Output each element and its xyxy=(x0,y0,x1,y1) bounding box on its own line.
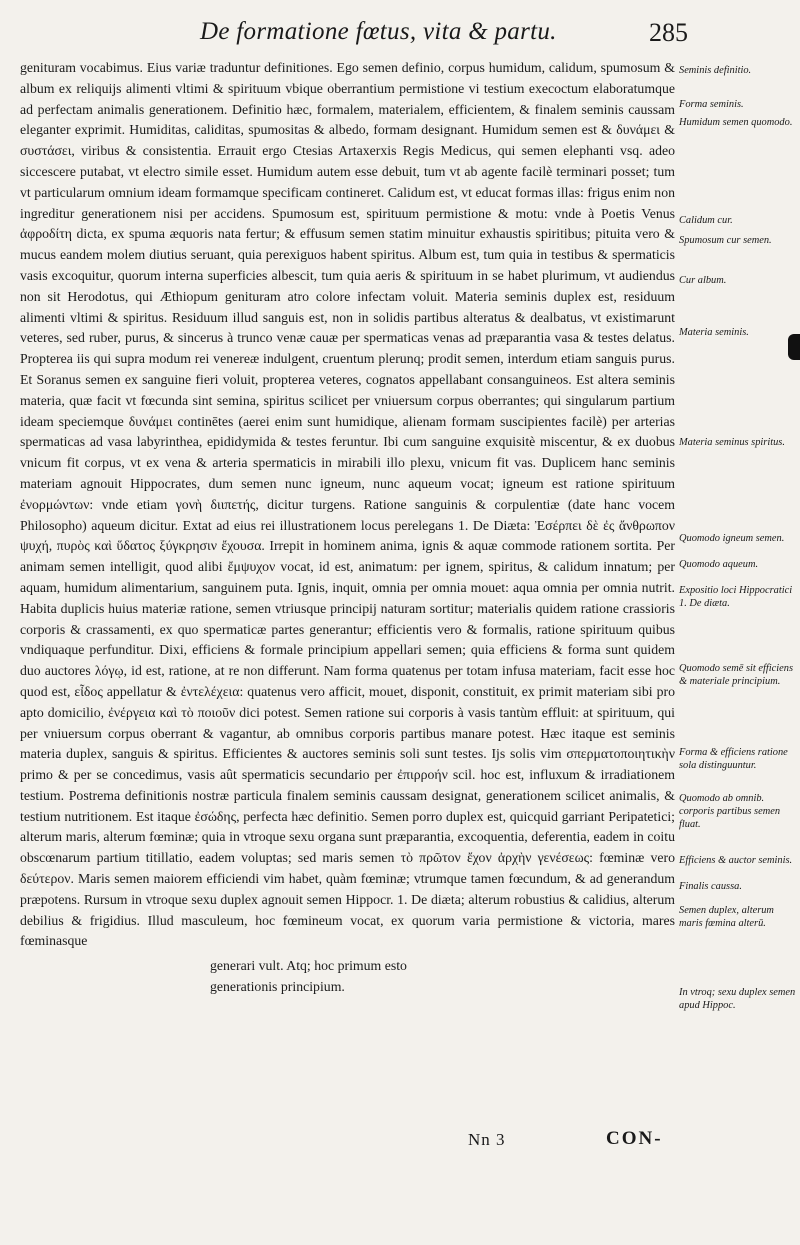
page-number: 285 xyxy=(649,18,688,47)
main-text xyxy=(20,58,675,998)
margin-note: Quomodo igneum semen. xyxy=(679,533,785,544)
margin-note: Quomodo ab omnib. corporis partibus semen fluat. xyxy=(679,793,781,830)
margin-note: Materia seminus spiritus. xyxy=(679,437,785,448)
binding-hole xyxy=(788,334,800,360)
closing-lines: generari vult. Atq; hoc primum esto generationis principium. xyxy=(210,958,407,995)
margin-note: Seminis definitio. xyxy=(679,65,752,76)
margin-note: Efficiens & auctor seminis. xyxy=(679,855,793,866)
running-head: De formatione fœtus, vita & partu. xyxy=(200,18,557,45)
margin-note: Forma seminis. xyxy=(679,99,744,110)
margin-note: Humidum semen quomodo. xyxy=(679,117,793,128)
page-header xyxy=(200,18,688,52)
margin-note: Spumosum cur semen. xyxy=(679,235,772,246)
margin-note: Forma & efficiens ratione sola distinguuntur. xyxy=(679,747,788,771)
body-paragraph: genituram vocabimus. Eius variæ traduntur definitiones. Ego semen definio, corpus humidum, calidum, spumosum & album ex reliquijs alimenti vltimi & spirituum vbique oberrantium permistione vi testium execoctum elaboratumque ad perfectam animalis generationem. Definitio hæc, formalem, materialem, efficientem, & finalem seminis caussam eleganter exprimit. Humiditas, caliditas, spumositas & albedo, formam designant. Humidum semen est & δυνάμει & συστάσει, viribus & consistentia. Errauit ergo Ctesias Artaxerxis Regis Medicus, qui semen elephanti vsq. adeo siccescere putabat, vt electro simile esset. Humidum autem esse debuit, tum vt ab agente facilè terminari posset; tum vt particularum omnium ideam formamque specificam contineret. Calidum est, vt educat formas illas: frigus enim non ingreditur generationem nisi per accidens. Spumosum est, spirituum permistione & motu: vnde à Poetis Venus ἀφροδίτη dicta, ex spuma æquoris nata fertur; & effusum semen statim minuitur exhaustis spiritibus; pituita vero & mucus eandem molem diutius seruant, quia perexiguos habent spiritus. Album est, tum quia in testibus & spermaticis vasis excoquitur, quorum interna superficies albescit, tum quia aeris & spirituum in se habet plurimum, vt audiendus non sit Herodotus, qui Æthiopum genituram atro colore infectam voluit. Materia seminis duplex est, residuum alimenti vltimi & spiritus. Residuum illud sanguis est, non in solidis partibus alteratus & dealbatus, vt existimarunt veteres, sed ruber, purus, & sincerus à trunco venæ cauæ per spermaticas venas ad præparantia vasa & testes delatus. Propterea iis qui supra modum rei venereæ indulgent, cruentum plerunq; prodit semen, interdum etiam sanguis purus. Et Soranus semen ex sanguine fieri voluit, propterea veteres, cognatos appellabant consanguineos. Est altera seminis materia, quæ facit vt fœcunda sint semina, spiritus scilicet per vniuersum corpus oberrantes; qui singularum partium ideam speciemque δυνάμει continētes (aerei enim sunt humidique, alienam formam suscipientes facilè) per arterias spermaticas ad vasa labyrinthea, epididymida & testes feruntur. Ibi cum sanguine exquisitè miscentur, & ex duobus vnicum fit corpus, vt ex vena & arteria spermaticis in mirabili illo plexu, vnicum fit vas. Duplicem hanc seminis materiam agnouit Hippocrates, dum semen nunc igneum, nunc aqueum vocat; igneum est ratione spirituum ἐνορμώντων: vnde etiam γονὴ διιπετής, dicitur turgens. Ratione sanguinis & corpulentiæ (date hanc vocem Philosopho) aqueum dicitur. Extat ad eius rei illustrationem locus perelegans 1. De Diæta: Ἐσέρπει δὲ ἐς ἄνθρωπον ψυχή, πυρὸς καὶ ὕδατος ξύγκρησιν ἔχουσα. Irrepit in hominem anima, ignis & aquæ commode rationem sortita. Per animam semen intelligit, quod alibi ἔμψυχον vocat, id est, animatum: per ignem, spiritus, & calidum innatum; per aquam, humidum alimentarium, sanguinem puta. Ignis, inquit, omnia per omnia mouet: aqua omnia per omnia nutrit. Habita duplicis huius materiæ ratione, semen vtriusque principij naturam sortitur; materialis quidem ratione crassioris corporis & crassamenti, ex quo spermaticæ partes generantur; efficientis vero & formalis, ratione spirituum quibus vndiquaque perfunditur. Dixi, efficiens & formale principium appellari semen; quia efficiens & forma sunt quidem duo auctores λόγῳ, id est, ratione, at re non differunt. Nam forma quatenus per totam infusa materiam, facit esse hoc quod est, εἶδος appellatur & ἐντελέχεια: quatenus vero afficit, mouet, disponit, constituit, ex primit materiam sibi pro apto domicilio, ἐνέργεια καὶ τὸ ποιοῦν dici potest. Semen ratione sui corporis à vasis tantùm effluit: at spirituum, qui per vniuersum corpus oberrant & vagantur, ab omnibus corporis partibus manare potest. Hæc itaque est seminis materia duplex, sanguis & spiritus. Efficientes & auctores seminis soli sunt testes. Ijs solis vim σπερματοποιητικὴν primo & per se concedimus, vasis aût spermaticis secundario per ἐπιρροήν scil. hoc est, influxum & irradiationem testium. Postrema definitionis nostræ particula finalem seminis caussam designat, generationem scilicet animalis, & testium nutritionem. Est itaque ἐσώδης, perfecta hæc definitio. Semen porro duplex est, quicquid garriant Peripatetici; alterum maris, alterum fœminæ; quia in vtroque sexu organa sunt præparantia, excoquentia, deferentia, eadem in coitu obscœnarum partium titillatio, eadem voluptas; sed maris semen τὸ πρῶτον ἔχον ἀρχὴν γενέσεως: fœminæ vero δεύτερον. Maris semen maiorem efficiendi vim habet, quàm fœminæ; vtrumque tamen fœcundum, & ad generandum præpotens. Rursum in vtroque sexu duplex agnouit semen Hippocr. 1. De diæta; alterum robustius & calidius, alterum debilius & frigidius. Illud masculeum, hoc fœmineum vocat, ex quorum varia permistione & victoria, mares fœminasque xyxy=(20,60,675,949)
margin-note: Semen duplex, alterum maris fœmina alterū. xyxy=(679,905,774,929)
page-footer xyxy=(0,1122,800,1152)
margin-note: Finalis caussa. xyxy=(679,881,742,892)
margin-note: Cur album. xyxy=(679,275,727,286)
margin-note: Expositio loci Hippocratici 1. De diæta. xyxy=(679,585,793,609)
margin-note: In vtroq; sexu duplex semen apud Hippoc. xyxy=(679,987,796,1011)
margin-note: Materia seminis. xyxy=(679,327,749,338)
catchword: CON- xyxy=(606,1128,663,1149)
margin-note: Quomodo semē sit efficiens & materiale principium. xyxy=(679,663,793,687)
margin-note: Quomodo aqueum. xyxy=(679,559,759,570)
signature-mark: Nn 3 xyxy=(468,1130,506,1149)
margin-note: Calidum cur. xyxy=(679,215,733,226)
